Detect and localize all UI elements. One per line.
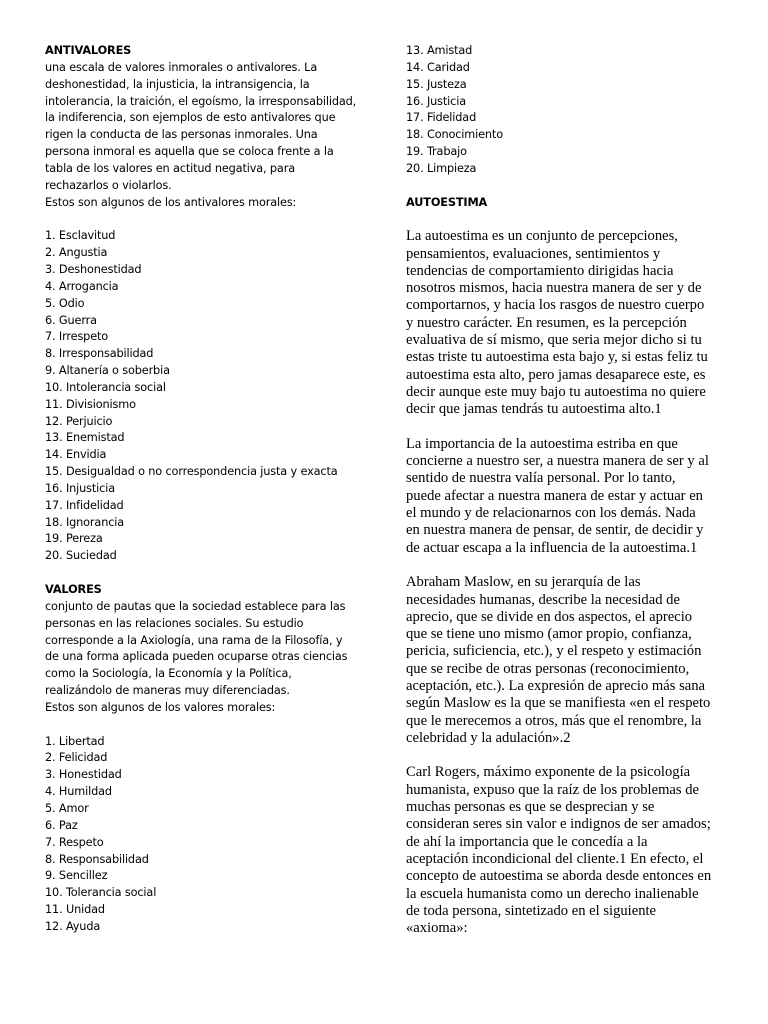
text-line: de una forma aplicada pueden ocuparse otras ciencias bbox=[45, 650, 348, 664]
list-item: 7. Respeto bbox=[45, 835, 104, 849]
list-item: 12. Ayuda bbox=[45, 919, 101, 933]
list-item: 2. Angustia bbox=[45, 246, 108, 260]
list-item: 6. Paz bbox=[45, 818, 78, 832]
list-item: 11. Divisionismo bbox=[45, 397, 136, 411]
text-line: Estos son algunos de los antivalores morales: bbox=[45, 195, 297, 209]
text-line: «axioma»: bbox=[406, 920, 468, 937]
text-line: persona inmoral es aquella que se coloca frente a la bbox=[45, 145, 334, 159]
valores-definition bbox=[45, 599, 380, 717]
list-item: 18. Conocimiento bbox=[406, 128, 503, 142]
autoestima-heading: AUTOESTIMA bbox=[406, 195, 488, 209]
list-item: 15. Justeza bbox=[406, 77, 467, 91]
text-line: evaluativa de sí mismo, que seria mejor dicho si tu bbox=[406, 332, 702, 349]
text-line: y nuestro carácter. En resumen, es la percepción bbox=[406, 314, 687, 331]
text-line: conjunto de pautas que la sociedad establece para las bbox=[45, 599, 346, 613]
text-line: puede afectar a nuestra manera de estar y actuar en bbox=[406, 487, 703, 504]
text-line: deshonestidad, la injusticia, la intransigencia, la bbox=[45, 77, 310, 91]
list-item: 12. Perjuicio bbox=[45, 414, 113, 428]
text-line: según Maslow es la que se manifiesta «en el respeto bbox=[406, 695, 711, 712]
valores-list-continued bbox=[406, 43, 736, 178]
list-item: 5. Odio bbox=[45, 296, 85, 310]
text-line: la escuela humanista como un derecho inalienable bbox=[406, 885, 699, 902]
text-line: rechazarlos o violarlos. bbox=[45, 178, 172, 192]
list-item: 13. Enemistad bbox=[45, 431, 125, 445]
text-line: sentido de nuestra valía personal. Por lo tanto, bbox=[406, 470, 676, 487]
text-line: que se tiene uno mismo (amor propio, confianza, bbox=[406, 626, 692, 643]
right-column bbox=[406, 43, 736, 937]
list-item: 5. Amor bbox=[45, 801, 89, 815]
text-line: realizándolo de maneras muy diferenciadas. bbox=[45, 684, 290, 698]
list-item: 1. Esclavitud bbox=[45, 229, 116, 243]
text-line: aceptación, etc.). La expresión de aprecio más sana bbox=[406, 678, 706, 694]
list-item: 16. Injusticia bbox=[45, 481, 115, 495]
text-line: que se recibe de otras personas (reconocimiento, bbox=[406, 660, 690, 677]
text-line: La importancia de la autoestima estriba en que bbox=[406, 435, 678, 452]
text-line: La autoestima es un conjunto de percepciones, bbox=[406, 228, 678, 245]
valores-list bbox=[45, 734, 380, 936]
text-line: concierne a nuestro ser, a nuestra manera de ser y al bbox=[406, 453, 709, 470]
text-line: nosotros mismos, hacia nuestra manera de ser y de bbox=[406, 280, 702, 297]
list-item: 19. Pereza bbox=[45, 532, 103, 546]
text-line: necesidades humanas, describe la necesidad de bbox=[406, 591, 680, 608]
list-item: 19. Trabajo bbox=[406, 145, 467, 159]
text-line: estas triste tu autoestima esta bajo y, si estas feliz tu bbox=[406, 349, 708, 366]
text-line: Carl Rogers, máximo exponente de la psicología bbox=[406, 764, 691, 781]
text-line: una escala de valores inmorales o antivalores. La bbox=[45, 60, 318, 74]
list-item: 11. Unidad bbox=[45, 903, 105, 917]
list-item: 6. Guerra bbox=[45, 313, 97, 327]
list-item: 2. Felicidad bbox=[45, 751, 108, 765]
text-line: tabla de los valores en actitud negativa, para bbox=[45, 161, 295, 175]
antivalores-definition bbox=[45, 60, 380, 212]
text-line: consideran seres sin valor e indignos de ser amados; bbox=[406, 816, 711, 833]
antivalores-heading: ANTIVALORES bbox=[45, 44, 132, 57]
list-item: 10. Intolerancia social bbox=[45, 380, 166, 394]
text-line: de actuar escapa a la influencia de la autoestima.1 bbox=[406, 539, 698, 556]
list-item: 9. Sencillez bbox=[45, 869, 108, 883]
list-item: 1. Libertad bbox=[45, 734, 105, 748]
text-line: pericia, suficiencia, etc.), y el respeto y estimación bbox=[406, 643, 702, 660]
text-line: decir que jamas tendrás tu autoestima alto.1 bbox=[406, 401, 662, 418]
list-item: 20. Limpieza bbox=[406, 161, 477, 175]
autoestima-paragraph bbox=[406, 574, 736, 747]
autoestima-paragraph bbox=[406, 436, 736, 557]
text-line: el mundo y de relacionarnos con los demás. Nada bbox=[406, 505, 696, 522]
text-line: pensamientos, evaluaciones, sentimientos y bbox=[406, 245, 661, 262]
list-item: 4. Arrogancia bbox=[45, 279, 119, 293]
list-item: 8. Responsabilidad bbox=[45, 852, 149, 866]
list-item: 15. Desigualdad o no correspondencia justa y exacta bbox=[45, 465, 338, 479]
text-line: rigen la conducta de las personas inmorales. Una bbox=[45, 128, 318, 142]
text-line: la indiferencia, son ejemplos de esto antivalores que bbox=[45, 111, 336, 125]
list-item: 10. Tolerancia social bbox=[45, 886, 157, 900]
text-line: Abraham Maslow, en su jerarquía de las bbox=[406, 574, 641, 591]
text-line: personas en las relaciones sociales. Su estudio bbox=[45, 616, 304, 630]
text-line: aprecio, que se divide en dos aspectos, el aprecio bbox=[406, 608, 693, 625]
antivalores-list bbox=[45, 228, 380, 565]
list-item: 16. Justicia bbox=[406, 94, 466, 108]
left-column bbox=[45, 43, 380, 936]
text-line: humanista, expuso que la raíz de los problemas de bbox=[406, 781, 700, 798]
list-item: 7. Irrespeto bbox=[45, 330, 109, 344]
list-item: 14. Caridad bbox=[406, 60, 470, 74]
text-line: concepto de autoestima se aborda desde entonces en bbox=[406, 868, 712, 885]
text-line: celebridad y la adulación».2 bbox=[406, 729, 571, 746]
text-line: decir aunque este muy bajo tu autoestima no quiere bbox=[406, 383, 706, 400]
list-item: 17. Infidelidad bbox=[45, 498, 124, 512]
text-line: aceptación incondicional del cliente.1 En efecto, el bbox=[406, 850, 704, 867]
list-item: 20. Suciedad bbox=[45, 549, 117, 563]
text-line: como la Sociología, la Economía y la Política, bbox=[45, 667, 292, 681]
list-item: 17. Fidelidad bbox=[406, 111, 477, 125]
list-item: 8. Irresponsabilidad bbox=[45, 347, 154, 361]
text-line: tendencias de comportamiento dirigidas hacia bbox=[406, 262, 674, 279]
text-line: en nuestra manera de pensar, de sentir, de decidir y bbox=[406, 522, 704, 539]
text-line: de ahí la importancia que le concedía a la bbox=[406, 833, 648, 850]
list-item: 4. Humildad bbox=[45, 785, 112, 799]
list-item: 13. Amistad bbox=[406, 44, 473, 57]
text-line: Estos son algunos de los valores morales: bbox=[45, 700, 276, 714]
text-line: que le merecemos a otros, más que el renombre, la bbox=[406, 712, 702, 729]
text-line: comportarnos, y hacia los rasgos de nuestro cuerpo bbox=[406, 297, 705, 314]
list-item: 14. Envidia bbox=[45, 448, 107, 462]
text-line: de toda persona, sintetizado en el siguiente bbox=[406, 902, 657, 919]
text-line: autoestima esta alto, pero jamas desaparece este, es bbox=[406, 366, 706, 383]
list-item: 18. Ignorancia bbox=[45, 515, 125, 529]
autoestima-paragraph bbox=[406, 228, 736, 418]
list-item: 9. Altanería o soberbia bbox=[45, 364, 170, 378]
text-line: corresponde a la Axiología, una rama de la Filosofía, y bbox=[45, 633, 343, 647]
list-item: 3. Deshonestidad bbox=[45, 262, 142, 276]
list-item: 3. Honestidad bbox=[45, 768, 122, 782]
autoestima-paragraph bbox=[406, 764, 736, 937]
valores-heading: VALORES bbox=[45, 583, 102, 596]
text-line: muchas personas es que se desprecian y se bbox=[406, 799, 655, 816]
text-line: intolerancia, la traición, el egoísmo, la irresponsabilidad, bbox=[45, 94, 357, 108]
